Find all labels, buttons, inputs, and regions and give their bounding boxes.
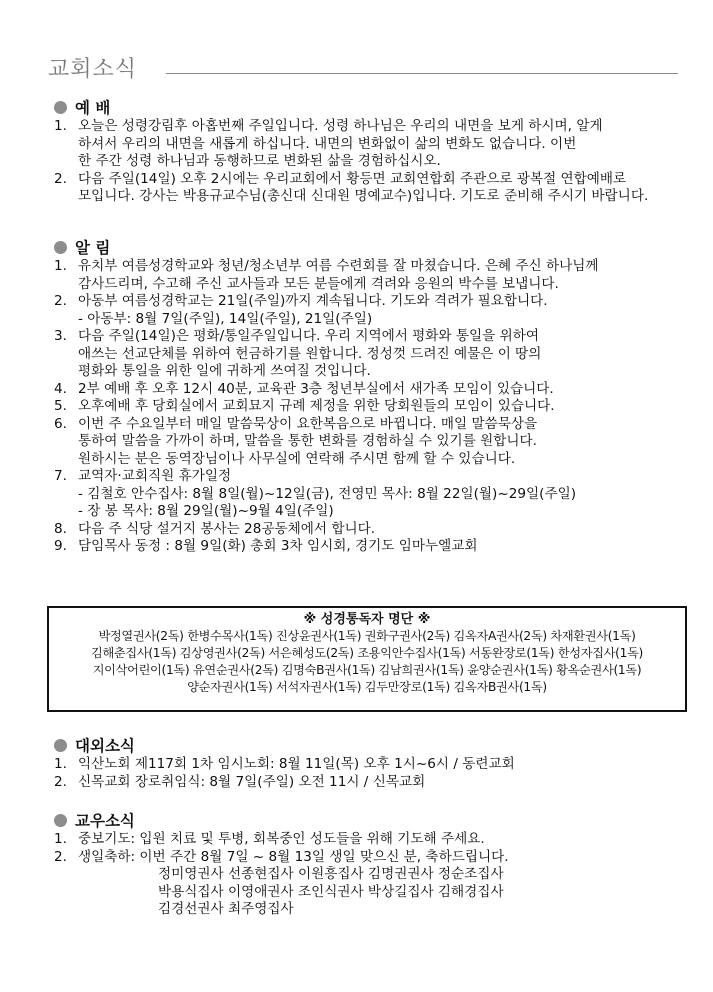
section-title: 대외소식: [75, 737, 135, 755]
item-subline: - 장 봉 목사: 8월 29일(월)~9월 4일(주일): [78, 503, 334, 519]
list-item: [54, 118, 684, 171]
item-number: 6.: [54, 415, 67, 432]
item-line: 이번 주 수요일부터 매일 말씀묵상이 요한복음으로 바뀝니다. 매일 말씀묵상을: [78, 415, 538, 432]
item-text: [78, 258, 684, 293]
list-item: [54, 756, 684, 774]
item-number: 2.: [54, 293, 67, 309]
item-number: 2.: [54, 848, 67, 865]
item-number: 7.: [54, 468, 67, 484]
section-heading: [54, 809, 684, 831]
section-title: 교우소식: [75, 812, 135, 830]
list-item: [54, 398, 684, 416]
external-section: [54, 734, 684, 791]
item-text: [78, 756, 684, 774]
item-text: [78, 118, 684, 171]
item-line: 원하시는 분은 동역장님이나 사무실에 연락해 주시면 함께 할 수 있습니다.: [78, 450, 516, 467]
item-text: [78, 468, 684, 486]
item-line: 한 주간 성령 하나님과 동행하므로 변화된 삶을 경험하십시오.: [78, 153, 441, 169]
page-title: 교회소식: [48, 57, 138, 82]
list-item: [54, 468, 684, 486]
item-line: 익산노회 제117회 1차 임시노회: 8월 11일(목) 오후 1시~6시 / 동련교회: [78, 756, 515, 772]
bullet-icon: [54, 814, 67, 827]
item-number: 9.: [54, 538, 67, 554]
members-section: [54, 809, 684, 919]
item-number: 1.: [54, 258, 67, 274]
item-line: 신목교회 장로취임식: 8월 7일(주일) 오전 11시 / 신목교회: [78, 773, 426, 790]
item-text: [78, 849, 684, 867]
birthday-names-line: 박용식집사 이영애권사 조인식권사 박상길집사 김해경집사: [158, 883, 504, 900]
item-text: [78, 328, 684, 381]
list-item: [54, 831, 684, 849]
item-text: [78, 774, 684, 792]
item-line: 오늘은 성령강림후 아홉번째 주일입니다. 성령 하나님은 우리의 내면을 보게 하시며, 알게: [78, 118, 603, 134]
list-item: [54, 538, 684, 556]
item-text: [78, 831, 684, 849]
section-title: 알 림: [75, 239, 111, 257]
item-subline: - 아동부: 8월 7일(주일), 14일(주일), 21일(주일): [78, 310, 373, 327]
bullet-icon: [54, 739, 67, 752]
section-heading: [54, 96, 684, 118]
bible-box-row: 양순자권사(1독) 서석자권사(1독) 김두만장로(1독) 김옥자B권사(1독): [187, 680, 547, 694]
list-item: [54, 381, 684, 399]
bullet-icon: [54, 241, 67, 254]
item-line: 2부 예배 후 오후 12시 40분, 교육관 3층 청년부실에서 새가족 모임이 있습니다.: [78, 380, 554, 397]
section-heading: [54, 734, 684, 756]
item-line: 다음 주 식당 설거지 봉사는 28공동체에서 합니다.: [78, 520, 376, 537]
item-line: 다음 주일(14일) 오후 2시에는 우리교회에서 황등면 교회연합회 주관으로 광복절 연합예배로: [78, 170, 627, 187]
item-line: 애쓰는 선교단체를 위하여 헌금하기를 원합니다. 정성껏 드려진 예물은 이 땅의: [78, 345, 542, 362]
item-line: 담임목사 동정 : 8월 9일(화) 총회 3차 임시회, 경기도 임마누엘교회: [78, 538, 478, 554]
notices-section: [54, 236, 684, 556]
list-item: [54, 258, 684, 293]
list-item: [54, 849, 684, 867]
item-number: 1.: [54, 831, 67, 847]
item-line: 아동부 여름성경학교는 21일(주일)까지 계속됩니다. 기도와 격려가 필요합니다.: [78, 293, 548, 309]
header: [48, 52, 678, 92]
item-number: 2.: [54, 773, 67, 790]
bible-box-row: 지이삭어린이(1독) 유연순권사(2독) 김명숙B권사(1독) 김남희권사(1독) 윤양순권사(1독) 황옥순권사(1독): [92, 663, 642, 677]
item-text: [78, 398, 684, 416]
item-number: 4.: [54, 380, 67, 397]
item-text: [78, 521, 684, 539]
item-number: 1.: [54, 118, 67, 134]
item-text: [78, 416, 684, 469]
item-number: 5.: [54, 398, 67, 414]
bible-box-row: 박정열권사(2독) 한병수목사(1독) 진상윤권사(1독) 권화구권사(2독) 김옥자A권사(2독) 차재환권사(1독): [98, 629, 636, 643]
bible-box-title: ※ 성경통독자 명단 ※: [303, 612, 431, 627]
item-line: 유치부 여름성경학교와 청년/청소년부 여름 수련회를 잘 마쳤습니다. 은혜 주신 하나님께: [78, 258, 599, 274]
item-line: 모입니다. 강사는 박용규교수님(총신대 신대원 명예교수)입니다. 기도로 준비해 주시기 바랍니다.: [78, 188, 649, 204]
section-heading: [54, 236, 684, 258]
item-text: [78, 171, 684, 206]
list-item: [54, 171, 684, 206]
birthday-names-line: 김경선권사 최주영집사: [158, 901, 294, 917]
list-item: [54, 293, 684, 311]
worship-section: [54, 96, 684, 206]
list-item: [54, 521, 684, 539]
item-text: [78, 538, 684, 556]
birthday-names-line: 정미영권사 선종현집사 이원흥집사 김명권권사 정순조집사: [158, 866, 504, 882]
item-line: 중보기도: 입원 치료 및 투병, 회복중인 성도들을 위해 기도해 주세요.: [78, 831, 485, 847]
item-line: 평화와 통일을 위한 일에 귀하게 쓰여질 것입니다.: [78, 363, 371, 379]
bible-reading-box: [47, 606, 687, 712]
item-line: 생일축하: 이번 주간 8월 7일 ~ 8월 13일 생일 맞으신 분, 축하드립니다.: [78, 848, 509, 865]
item-line: 하셔서 우리의 내면을 새롭게 하십니다. 내면의 변화없이 삶의 변화도 없습니다. 이번: [78, 135, 577, 152]
list-item: [54, 328, 684, 381]
bullet-icon: [54, 101, 67, 114]
item-text: [78, 293, 684, 311]
list-item: [54, 416, 684, 469]
item-line: 오후예배 후 당회실에서 교회묘지 규례 제정을 위한 당회원들의 모임이 있습니다.: [78, 398, 555, 414]
section-title: 예 배: [75, 99, 111, 117]
item-number: 1.: [54, 756, 67, 772]
item-line: 감사드리며, 수고해 주신 교사들과 모든 분들에게 격려와 응원의 박수를 보냅니다.: [78, 275, 559, 292]
item-line: 다음 주일(14일)은 평화/통일주일입니다. 우리 지역에서 평화와 통일을 위하여: [78, 328, 539, 344]
item-number: 2.: [54, 170, 67, 187]
item-text: [78, 381, 684, 399]
item-number: 8.: [54, 520, 67, 537]
item-subline: - 김철호 안수집사: 8월 8일(월)~12일(금), 전영민 목사: 8월 22일(월)~29일(주일): [78, 485, 577, 502]
bible-box-row: 김해춘집사(1독) 김상영권사(2독) 서은혜성도(2독) 조용익안수집사(1독) 서동완장로(1독) 한성자집사(1독): [90, 646, 644, 660]
item-line: 통하여 말씀을 가까이 하며, 말씀을 통한 변화를 경험하실 수 있기를 원합니다.: [78, 433, 537, 449]
title-rule: [166, 73, 678, 74]
item-line: 교역자·교회직원 휴가일정: [78, 468, 232, 484]
item-number: 3.: [54, 328, 67, 344]
list-item: [54, 774, 684, 792]
